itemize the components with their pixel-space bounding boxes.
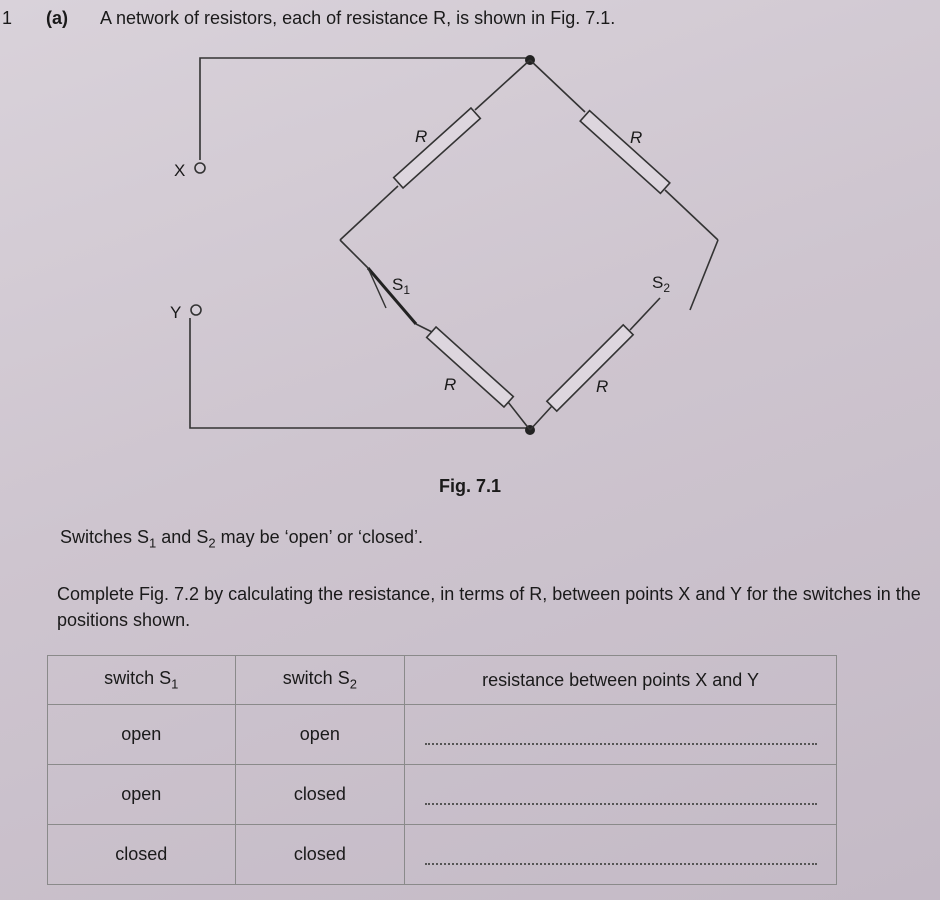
figure-caption: Fig. 7.1 (438, 476, 501, 496)
wire-ll-1 (416, 324, 432, 332)
cell-s2: closed (235, 765, 405, 825)
wire-left-corner (340, 240, 368, 268)
resistor-upper-right-label: R (630, 128, 643, 147)
wire-ul-1 (475, 60, 530, 110)
table-row (48, 825, 837, 885)
switch-s2-blade (690, 240, 718, 310)
switches-statement: Switches $S_1$ and $S_2$ may be ‘open’ or ‘closed’. (60, 527, 424, 551)
wire-ul-2 (340, 186, 398, 240)
cell-s2: open (235, 705, 405, 765)
terminal-x (195, 163, 205, 173)
answer-field[interactable] (405, 825, 837, 885)
resistor-lower-right-label: R (596, 377, 609, 396)
wire-s2-lower (630, 298, 660, 330)
task-instruction: Complete Fig. 7.2 by calculating the resistance, in terms of R, between points X and Y for the switches in the positions shown. (57, 584, 921, 630)
question-intro: A network of resistors, each of resistance R, is shown in Fig. 7.1. (100, 8, 616, 28)
table-row (48, 765, 837, 825)
switch-s2-label: $S_2$ (652, 273, 671, 295)
wire-top (200, 58, 530, 160)
terminal-y-label: Y (170, 303, 182, 322)
wire-ur-1 (530, 60, 585, 112)
cell-s1: open (48, 705, 236, 765)
wire-lr-2 (530, 406, 552, 430)
cell-s1: open (48, 765, 236, 825)
answer-field[interactable] (405, 765, 837, 825)
wire-ll-2 (508, 402, 530, 430)
resistor-upper-right (580, 111, 670, 194)
answer-field[interactable] (405, 705, 837, 765)
switch-s1-label: $S_1$ (392, 275, 411, 297)
table-header-row (48, 656, 837, 705)
resistor-upper-left-label: R (415, 127, 428, 146)
wire-ur-2 (665, 190, 718, 240)
resistor-upper-left (394, 108, 481, 188)
cell-s1: closed (48, 825, 236, 885)
resistor-lower-left (427, 327, 514, 407)
terminal-x-label: X (174, 161, 186, 180)
terminal-y (191, 305, 201, 315)
table-row (48, 705, 837, 765)
cell-s2: closed (235, 825, 405, 885)
question-part: (a) (46, 8, 68, 28)
resistance-table (47, 655, 837, 885)
resistor-lower-left-label: R (444, 375, 457, 394)
resistor-lower-right (547, 325, 633, 411)
question-number: 1 (2, 8, 13, 28)
header-switch-s2: switch $S_2$ (235, 656, 405, 705)
header-resistance: resistance between points X and Y (405, 656, 837, 705)
header-switch-s1: switch $S_1$ (48, 656, 236, 705)
